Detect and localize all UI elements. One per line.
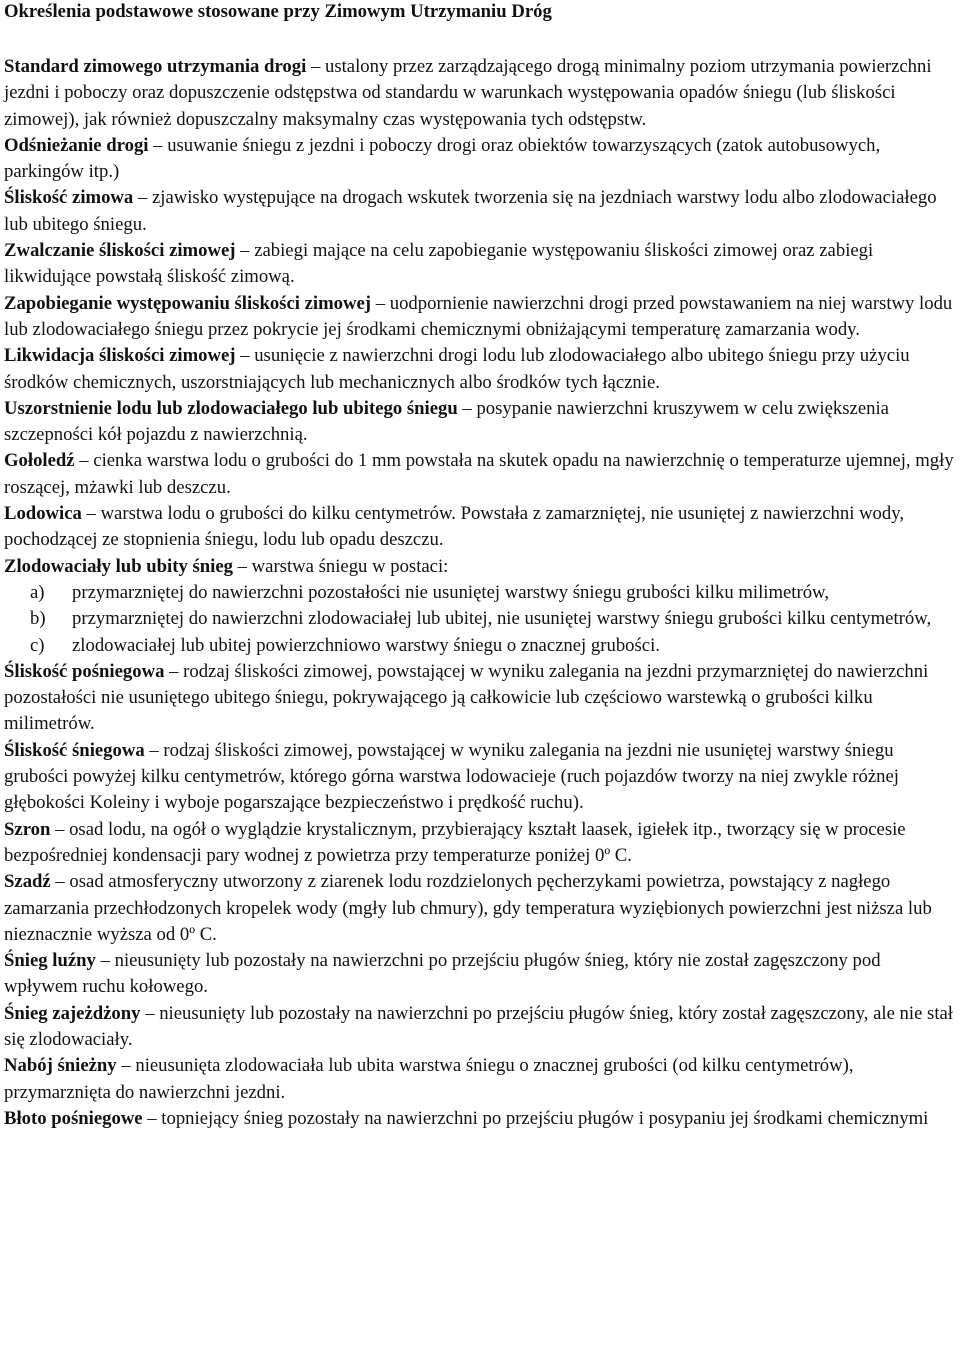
definition-text: – rodzaj śliskości zimowej, powstającej w wyniku zalegania na jezdni nie usuniętej warstwy śniegu grubości powyżej kilku centymetrów, którego górna warstwa lodowacieje (ruch pojazdów tworzy na niej zwykle różnej głębokości Koleiny i wyboje pogarszające bezpieczeństwo i prędkość ruchu). [4,739,899,814]
definition-text: – usuwanie śniegu z jezdni i poboczy drogi oraz obiektów towarzyszących (zatok autobusowych, parkingów itp.) [4,134,881,183]
definition-text: – nieusunięty lub pozostały na nawierzchni po przejściu pługów śnieg, który został zagęszczony, ale nie stał się zlodowaciały. [4,1002,954,1050]
definition-term: Śnieg luźny [4,950,96,972]
definition-text: – uodpornienie nawierzchni drogi przed powstawaniem na niej warstwy lodu lub zlodowaciałego śniegu przez pokrycie jej środkami chemicznymi obniżającymi temperaturę zamarzania wody. [4,292,953,340]
list-item-text: przymarzniętej do nawierzchni pozostałości nie usuniętej warstwy śniegu grubości kilku milimetrów, [72,581,829,603]
definition-text: – nieusunięty lub pozostały na nawierzchni po przejściu pługów śnieg, który nie został zagęszczony pod wpływem ruchu kołowego. [4,950,881,998]
definition-paragraph [4,817,956,870]
definition-text: – usunięcie z nawierzchni drogi lodu lub zlodowaciałego albo ubitego śniegu przy użyciu środków chemicznych, uszorstniających lub mechanicznych albo środków tych łącznie. [4,345,910,393]
definition-paragraph [4,133,956,186]
definition-paragraph [4,185,956,238]
list-item-text: przymarzniętej do nawierzchni zlodowaciałej lub ubitej, nie usuniętej warstwy śniegu grubości kilku centymetrów, [72,608,932,630]
list-item [4,580,956,606]
definition-term: Nabój śnieżny [4,1055,117,1077]
definition-term: Błoto pośniegowe [4,1107,143,1129]
definition-term: Standard zimowego utrzymania drogi [4,56,307,77]
definition-text: – zabiegi mające na celu zapobieganie występowaniu śliskości zimowej oraz zabiegi likwidujące powstałą śliskość zimową. [4,240,874,288]
snow-forms-list [4,580,956,659]
definition-text: – osad atmosferyczny utworzony z ziarenek lodu rozdzielonych pęcherzykami powietrza, powstający z nagłego zamarzania przechłodzonych kropelek wody (mgły lub chmury), gdy temperatura wyziębionych powierzchni jest niższa lub nieznacznie wyższa od 0º C. [4,871,932,945]
definition-paragraph [4,948,956,1001]
definition-term: Śliskość zimowa [4,187,134,209]
definition-paragraph [4,54,956,133]
list-marker: b) [30,608,46,630]
definition-text: – osad lodu, na ogół o wyglądzie krystalicznym, przybierający kształt laasek, igiełek itp., tworzący się w procesie bezpośredniej kondensacji pary wodnej z powietrza przy temperaturze poniżej 0º C. [4,818,906,866]
list-marker: a) [30,581,45,603]
page-title: Określenia podstawowe stosowane przy Zimowym Utrzymaniu Dróg [4,1,552,22]
definition-term: Lodowica [4,503,82,525]
definition-term: Odśnieżanie drogi [4,134,149,156]
definition-term: Szadź [4,871,51,893]
definition-term: Zlodowaciały lub ubity śnieg [4,555,233,577]
title-spacer [4,24,956,54]
definition-paragraph [4,343,956,396]
definition-term: Śliskość pośniegowa [4,660,165,682]
definition-paragraph [4,238,956,291]
definition-text: – topniejący śnieg pozostały na nawierzchni po przejściu pługów i posypaniu jej środkami chemicznymi [142,1107,929,1129]
definition-paragraph [4,501,956,554]
list-item [4,633,956,659]
definition-paragraph [4,1106,956,1132]
definition-paragraph [4,1001,956,1054]
definition-paragraph [4,448,956,501]
definition-text: – cienka warstwa lodu o grubości do 1 mm powstała na skutek opadu na nawierzchnię o temperaturze ujemnej, mgły roszącej, mżawki lub deszczu. [4,450,954,498]
definition-term: Uszorstnienie lodu lub zlodowaciałego lub ubitego śniegu [4,397,458,419]
definition-text: – posypanie nawierzchni kruszywem w celu zwiększenia szczepności kół pojazdu z nawierzchnią. [4,397,889,446]
definition-paragraph [4,869,956,948]
list-marker: c) [30,634,45,656]
definition-paragraph [4,738,956,817]
definition-term: Śnieg zajeżdżony [4,1002,141,1024]
definition-text: – ustalony przez zarządzającego drogą minimalny poziom utrzymania powierzchni jezdni i poboczy oraz dopuszczenie odstępstwa od standardu w warunkach występowania opadów śniegu (lub śliskości zimowej), jak również dopuszczalny maksymalny czas występowania tych odstępstw. [4,56,932,130]
definition-paragraph [4,554,956,580]
definition-text: – warstwa lodu o grubości do kilku centymetrów. Powstała z zamarzniętej, nie usuniętej z nawierzchni wody, pochodzącej ze stopnienia śniegu, lodu lub opadu deszczu. [4,503,905,551]
definition-term: Likwidacja śliskości zimowej [4,345,236,367]
list-item [4,606,956,632]
definition-term: Szron [4,818,51,840]
definition-term: Zapobieganie występowaniu śliskości zimowej [4,292,372,314]
definition-paragraph [4,396,956,449]
definition-paragraph [4,1053,956,1106]
definition-text: – nieusunięta zlodowaciała lub ubita warstwa śniegu o znacznej grubości (od kilku centymetrów), przymarznięta do nawierzchni jezdni. [4,1055,854,1103]
definition-text: – warstwa śniegu w postaci: [232,555,449,577]
definition-term: Zwalczanie śliskości zimowej [4,240,236,262]
definition-term: Śliskość śniegowa [4,739,145,761]
list-item-text: zlodowaciałej lub ubitej powierzchniowo warstwy śniegu o znacznej grubości. [72,634,660,656]
definition-term: Gołoledź [4,450,75,472]
definition-paragraph [4,659,956,738]
definition-paragraph [4,291,956,344]
definition-text: – zjawisko występujące na drogach wskutek tworzenia się na jezdniach warstwy lodu albo zlodowaciałego lub ubitego śniegu. [4,187,937,235]
definition-text: – rodzaj śliskości zimowej, powstającej w wyniku zalegania na jezdni przymarzniętej do nawierzchni pozostałości nie usuniętego ubitego śniegu, pokrywającego ją całkowicie lub częściowo warstewką o grubości kilku milimetrów. [4,660,929,735]
